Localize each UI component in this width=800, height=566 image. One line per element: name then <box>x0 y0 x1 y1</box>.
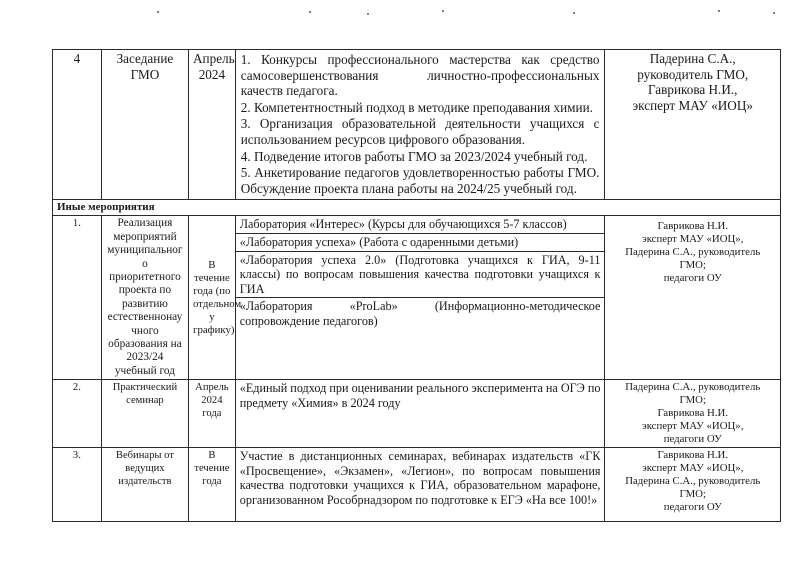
lab-item: Лаборатория «Интерес» (Курсы для обучающихся 5-7 классов) <box>236 216 605 234</box>
responsible-persons: Гаврикова Н.И. эксперт МАУ «ИОЦ», Падерина С.А., руководитель ГМО; педагоги ОУ <box>605 448 781 522</box>
agenda-item: 2. Компетентностный подход в методике преподавания химии. <box>240 99 593 115</box>
event-name: Заседание ГМО <box>101 50 188 200</box>
agenda-item: 4. Подведение итогов работы ГМО за 2023/2024 учебный год. <box>240 148 588 164</box>
event-date: В течение года (по отдельном у графику) <box>189 216 236 380</box>
responsible-persons: Падерина С.А., руководитель ГМО; Гаврикова Н.И. эксперт МАУ «ИОЦ», педагоги ОУ <box>605 380 781 448</box>
lab-item: «Лаборатория успеха» (Работа с одаренными детьми) <box>236 234 605 252</box>
row-number: 4 <box>53 50 102 200</box>
event-description <box>235 50 605 200</box>
events-plan-table <box>52 49 781 522</box>
agenda-item: 5. Анкетирование педагогов удовлетворенностью работы ГМО. Обсуждение проекта плана работы на 2024/25 учебный год. <box>240 165 600 196</box>
responsible-persons: Падерина С.А., руководитель ГМО, Гаврикова Н.И., эксперт МАУ «ИОЦ» <box>605 50 781 200</box>
table-row <box>53 216 781 380</box>
table-row <box>53 50 781 200</box>
table-row <box>53 380 781 448</box>
responsible-persons: Гаврикова Н.И. эксперт МАУ «ИОЦ», Падерина С.А., руководитель ГМО; педагоги ОУ <box>605 216 781 380</box>
table-row <box>53 448 781 522</box>
lab-item: «Лаборатория успеха 2.0» (Подготовка учащихся к ГИА, 9-11 классы) по вопросам повышения качества подготовки учащихся к ГИА <box>236 252 605 299</box>
row-number: 1. <box>53 216 102 380</box>
row-number: 3. <box>53 448 102 522</box>
event-name: Вебинары от ведущих издательств <box>101 448 188 522</box>
event-description: «Единый подход при оценивании реального эксперимента на ОГЭ по предмету «Химия» в 2024 году <box>235 380 605 448</box>
row-number: 2. <box>53 380 102 448</box>
lab-list <box>235 216 605 380</box>
event-name: Практический семинар <box>101 380 188 448</box>
event-date: Апрель 2024 <box>189 50 236 200</box>
agenda-item: 3. Организация образовательной деятельности учащихся с использованием ресурсов цифрового образования. <box>240 116 600 147</box>
event-date: В течение года <box>189 448 236 522</box>
event-name: Реализация мероприятий муниципальног о приоритетного проекта по развитию естественнонау чного образования на 2023/24 учебный год <box>101 216 188 380</box>
lab-item: «Лаборатория «ProLab» (Информационно-методическое сопровождение педагогов) <box>239 299 601 328</box>
section-title: Иные мероприятия <box>53 200 781 216</box>
event-date: Апрель 2024 года <box>189 380 236 448</box>
event-description: Участие в дистанционных семинарах, вебинарах издательств «ГК «Просвещение», «Экзамен», «Легион», по вопросам повышения качества подготовки учащихся к ГИА, образовательном марафоне, организованном Рособрнадзором по подготовке к ЕГЭ «На все 100!» <box>235 448 605 522</box>
section-header-row <box>53 200 781 216</box>
agenda-item: 1. Конкурсы профессионального мастерства как средство самосовершенствования личностно-профессиональных качеств педагога. <box>240 52 600 99</box>
